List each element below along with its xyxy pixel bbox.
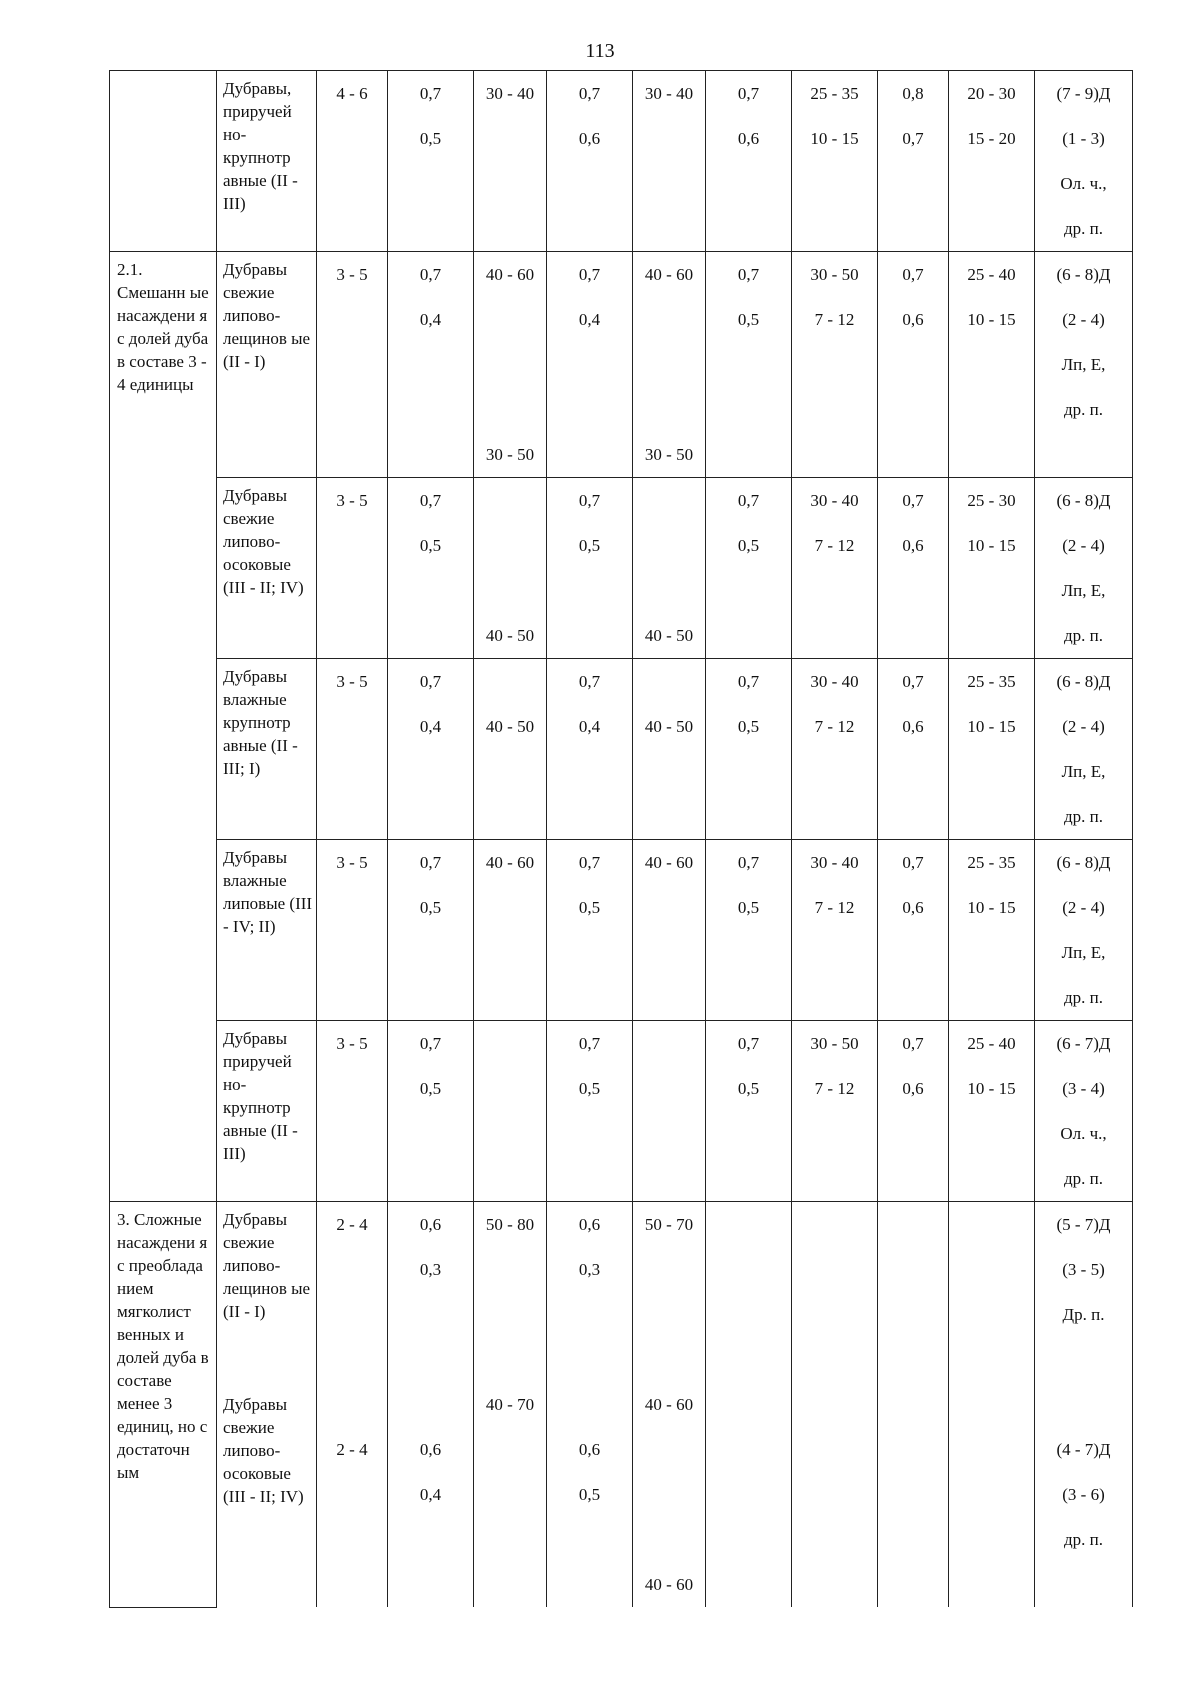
cell-value bbox=[547, 1337, 632, 1382]
cell-value: 0,7 bbox=[578, 853, 601, 872]
value-cell bbox=[474, 1021, 547, 1202]
value-cell bbox=[878, 252, 949, 478]
stand-type-label: Дубравы свежие липово- осоковые (III - II; IV) bbox=[223, 1395, 304, 1506]
cell-value bbox=[633, 1247, 705, 1292]
cell-value: 0,6 bbox=[419, 1215, 442, 1234]
value-cell bbox=[1035, 71, 1133, 252]
cell-value: Лп, Е, bbox=[1061, 762, 1106, 781]
cell-value bbox=[474, 568, 546, 613]
cell-value: 0,4 bbox=[578, 717, 601, 736]
cell-value: 50 - 80 bbox=[485, 1215, 535, 1234]
stand-type-cell bbox=[217, 71, 317, 252]
cell-value: 0,7 bbox=[419, 1034, 442, 1053]
cell-value: 0,7 bbox=[419, 672, 442, 691]
cell-value: 0,5 bbox=[419, 536, 442, 555]
cell-value: 0,7 bbox=[419, 491, 442, 510]
value-cell bbox=[547, 478, 633, 659]
value-cell bbox=[317, 1202, 388, 1608]
cell-value: 0,7 bbox=[419, 265, 442, 284]
value-cell bbox=[388, 1202, 474, 1608]
value-cell bbox=[633, 1021, 706, 1202]
cell-value bbox=[474, 387, 546, 432]
cell-value: 40 - 60 bbox=[485, 265, 535, 284]
cell-value: 0,5 bbox=[737, 717, 760, 736]
value-cell bbox=[317, 1021, 388, 1202]
cell-value: 25 - 35 bbox=[967, 672, 1016, 691]
cell-value bbox=[388, 1382, 473, 1427]
cell-value bbox=[317, 1382, 387, 1427]
cell-value: 0,3 bbox=[419, 1260, 442, 1279]
cell-value: (5 - 7)Д bbox=[1056, 1215, 1111, 1234]
cell-value: (2 - 4) bbox=[1062, 536, 1105, 555]
cell-value: 25 - 40 bbox=[967, 265, 1016, 284]
cell-value: 3 - 5 bbox=[336, 1034, 368, 1053]
value-cell bbox=[547, 659, 633, 840]
value-cell bbox=[1035, 1202, 1133, 1608]
cell-value: 0,5 bbox=[419, 1079, 442, 1098]
table-row bbox=[110, 840, 1133, 1021]
value-cell bbox=[317, 71, 388, 252]
cell-value: 2 - 4 bbox=[336, 1215, 368, 1234]
cell-value: 0,5 bbox=[578, 1485, 601, 1504]
cell-value: 3 - 5 bbox=[336, 672, 368, 691]
cell-value: 0,5 bbox=[419, 898, 442, 917]
cell-value: 30 - 50 bbox=[810, 1034, 859, 1053]
cell-value bbox=[633, 478, 705, 523]
stand-type-cell bbox=[217, 478, 317, 659]
cell-value: 0,8 bbox=[902, 84, 924, 103]
cell-value: 7 - 12 bbox=[814, 536, 855, 555]
table-row bbox=[110, 659, 1133, 840]
cell-value bbox=[474, 297, 546, 342]
cell-value: 0,4 bbox=[419, 310, 442, 329]
cell-value bbox=[547, 1292, 632, 1337]
cell-value: 0,7 bbox=[578, 672, 601, 691]
value-cell bbox=[547, 71, 633, 252]
value-cell bbox=[547, 1202, 633, 1608]
cell-value: Лп, Е, bbox=[1061, 355, 1106, 374]
stand-type-label: Дубравы влажные крупнотр авные (II - III; I) bbox=[223, 667, 298, 778]
cell-value: 30 - 50 bbox=[810, 265, 859, 284]
cell-value: 0,6 bbox=[578, 1215, 601, 1234]
cell-value: 3 - 5 bbox=[336, 265, 368, 284]
cell-value: 40 - 60 bbox=[644, 265, 694, 284]
cell-value: 25 - 35 bbox=[967, 853, 1016, 872]
cell-value: др. п. bbox=[1064, 1530, 1103, 1549]
cell-value bbox=[317, 1292, 387, 1337]
cell-value: 0,7 bbox=[578, 265, 601, 284]
stand-type-label: Дубравы приручей но- крупнотр авные (II - III) bbox=[223, 1029, 298, 1163]
cell-value bbox=[474, 1247, 546, 1292]
cell-value: 0,4 bbox=[419, 717, 442, 736]
value-cell bbox=[706, 252, 792, 478]
cell-value: (2 - 4) bbox=[1062, 898, 1105, 917]
value-cell bbox=[317, 252, 388, 478]
value-cell bbox=[878, 478, 949, 659]
cell-value: 0,6 bbox=[902, 310, 924, 329]
cell-value: 0,7 bbox=[902, 672, 924, 691]
cell-value: (6 - 8)Д bbox=[1056, 672, 1111, 691]
cell-value: (3 - 5) bbox=[1062, 1260, 1105, 1279]
cell-value: Др. п. bbox=[1062, 1305, 1105, 1324]
cell-value: 0,7 bbox=[737, 84, 760, 103]
cell-value: 0,6 bbox=[902, 536, 924, 555]
value-cell bbox=[388, 840, 474, 1021]
value-cell bbox=[792, 71, 878, 252]
cell-value: (6 - 7)Д bbox=[1056, 1034, 1111, 1053]
cell-value bbox=[633, 1472, 705, 1517]
cell-value: 0,7 bbox=[578, 491, 601, 510]
value-cell bbox=[706, 1021, 792, 1202]
value-cell bbox=[388, 659, 474, 840]
cell-value: 0,4 bbox=[578, 310, 601, 329]
cell-value bbox=[633, 1292, 705, 1337]
cell-value: 0,6 bbox=[419, 1440, 442, 1459]
cell-value: др. п. bbox=[1064, 626, 1103, 645]
page-number: 113 bbox=[585, 40, 615, 62]
table-row bbox=[110, 252, 1133, 478]
value-cell bbox=[792, 659, 878, 840]
value-cell bbox=[1035, 478, 1133, 659]
cell-value bbox=[1035, 1382, 1132, 1427]
cell-value bbox=[317, 1247, 387, 1292]
value-cell bbox=[878, 840, 949, 1021]
cell-value: 40 - 50 bbox=[485, 717, 535, 736]
value-cell bbox=[792, 252, 878, 478]
cell-value: (6 - 8)Д bbox=[1056, 853, 1111, 872]
cell-value: 40 - 50 bbox=[644, 626, 694, 645]
cell-value bbox=[633, 387, 705, 432]
cell-value: 40 - 60 bbox=[644, 853, 694, 872]
cell-value: (4 - 7)Д bbox=[1056, 1440, 1111, 1459]
cell-value: др. п. bbox=[1064, 400, 1103, 419]
group-label: 3. Сложные насаждени я с преоблада нием мягколист венных и долей дуба в составе менее 3 единиц, но с достаточн ым bbox=[117, 1210, 209, 1482]
cell-value: 0,7 bbox=[737, 491, 760, 510]
value-cell bbox=[1035, 1021, 1133, 1202]
value-cell bbox=[706, 478, 792, 659]
table-row bbox=[110, 478, 1133, 659]
cell-value: 20 - 30 bbox=[967, 84, 1016, 103]
cell-value: 0,7 bbox=[419, 853, 442, 872]
table-row bbox=[110, 71, 1133, 252]
cell-value: 0,7 bbox=[578, 1034, 601, 1053]
value-cell bbox=[633, 659, 706, 840]
cell-value: 40 - 50 bbox=[485, 626, 535, 645]
cell-value bbox=[633, 297, 705, 342]
cell-value: 40 - 60 bbox=[644, 1575, 694, 1594]
table-row bbox=[110, 1021, 1133, 1202]
cell-value: 0,7 bbox=[737, 1034, 760, 1053]
value-cell bbox=[949, 1021, 1035, 1202]
stand-type-cell bbox=[217, 1202, 317, 1608]
cell-value bbox=[633, 1427, 705, 1472]
group-cell bbox=[110, 252, 217, 1202]
cell-value: (6 - 8)Д bbox=[1056, 265, 1111, 284]
cell-value: 0,6 bbox=[902, 1079, 924, 1098]
cell-value: 7 - 12 bbox=[814, 717, 855, 736]
cell-value: 15 - 20 bbox=[967, 129, 1016, 148]
value-cell bbox=[317, 840, 388, 1021]
cell-value: (6 - 8)Д bbox=[1056, 491, 1111, 510]
cell-value: 0,7 bbox=[578, 84, 601, 103]
cell-value: 3 - 5 bbox=[336, 853, 368, 872]
cell-value: 0,7 bbox=[902, 265, 924, 284]
stand-type-cell bbox=[217, 1021, 317, 1202]
cell-value: 30 - 50 bbox=[644, 445, 694, 464]
value-cell bbox=[706, 659, 792, 840]
cell-value bbox=[474, 1337, 546, 1382]
value-cell bbox=[878, 1021, 949, 1202]
cell-value: 0,7 bbox=[902, 129, 924, 148]
cell-value: 10 - 15 bbox=[967, 898, 1016, 917]
value-cell bbox=[633, 478, 706, 659]
cell-value: 0,4 bbox=[419, 1485, 442, 1504]
cell-value: 0,5 bbox=[419, 129, 442, 148]
value-cell bbox=[388, 252, 474, 478]
cell-value: 0,5 bbox=[578, 536, 601, 555]
cell-value bbox=[317, 1337, 387, 1382]
value-cell bbox=[474, 252, 547, 478]
stand-type-cell bbox=[217, 840, 317, 1021]
cell-value: 7 - 12 bbox=[814, 310, 855, 329]
cell-value bbox=[633, 342, 705, 387]
value-cell bbox=[388, 71, 474, 252]
value-cell bbox=[474, 840, 547, 1021]
cell-value: 0,5 bbox=[578, 898, 601, 917]
cell-value: 4 - 6 bbox=[336, 84, 368, 103]
value-cell bbox=[706, 71, 792, 252]
value-cell bbox=[633, 840, 706, 1021]
stand-type-label: Дубравы, приручей но- крупнотр авные (II - III) bbox=[223, 79, 298, 213]
value-cell bbox=[317, 478, 388, 659]
cell-value: 0,7 bbox=[737, 265, 760, 284]
cell-value: 40 - 70 bbox=[485, 1395, 535, 1414]
cell-value: 0,7 bbox=[737, 853, 760, 872]
cell-value: 0,6 bbox=[902, 898, 924, 917]
cell-value: 0,6 bbox=[578, 129, 601, 148]
value-cell bbox=[547, 840, 633, 1021]
group-label: 2.1. Смешанн ые насаждени я с долей дуба в составе 3 - 4 единицы bbox=[117, 260, 209, 394]
value-cell bbox=[949, 252, 1035, 478]
value-cell bbox=[706, 1202, 792, 1608]
cell-value: 7 - 12 bbox=[814, 898, 855, 917]
cell-value: Ол. ч., bbox=[1060, 174, 1107, 193]
cell-value: 0,7 bbox=[902, 1034, 924, 1053]
cell-value bbox=[388, 1292, 473, 1337]
cell-value: 10 - 15 bbox=[810, 129, 859, 148]
cell-value: 2 - 4 bbox=[336, 1440, 368, 1459]
stand-type-label: Дубравы свежие липово- лещинов ые (II - I) bbox=[223, 1210, 311, 1321]
cell-value: Ол. ч., bbox=[1060, 1124, 1107, 1143]
stand-type-label: Дубравы свежие липово- лещинов ые (II - I) bbox=[223, 260, 311, 371]
cell-value: 7 - 12 bbox=[814, 1079, 855, 1098]
value-cell bbox=[878, 1202, 949, 1608]
cell-value bbox=[474, 1292, 546, 1337]
cell-value: др. п. bbox=[1064, 988, 1103, 1007]
cell-value: 0,5 bbox=[737, 898, 760, 917]
cell-value: (7 - 9)Д bbox=[1056, 84, 1111, 103]
cell-value bbox=[1035, 1337, 1132, 1382]
cell-value: 0,5 bbox=[737, 536, 760, 555]
cell-value: 0,5 bbox=[737, 1079, 760, 1098]
cell-value: др. п. bbox=[1064, 219, 1103, 238]
cell-value: 40 - 50 bbox=[644, 717, 694, 736]
cell-value: 0,7 bbox=[902, 491, 924, 510]
cell-value: 30 - 40 bbox=[810, 853, 859, 872]
value-cell bbox=[792, 478, 878, 659]
value-cell bbox=[547, 1021, 633, 1202]
value-cell bbox=[792, 1021, 878, 1202]
cell-value: Лп, Е, bbox=[1061, 943, 1106, 962]
value-cell bbox=[949, 1202, 1035, 1608]
cell-value: (2 - 4) bbox=[1062, 310, 1105, 329]
cell-value: 25 - 35 bbox=[810, 84, 859, 103]
cell-value: 25 - 30 bbox=[967, 491, 1016, 510]
cell-value: 0,3 bbox=[578, 1260, 601, 1279]
stand-type-cell bbox=[217, 659, 317, 840]
cell-value: 30 - 40 bbox=[485, 84, 535, 103]
value-cell bbox=[878, 659, 949, 840]
cell-value: 0,7 bbox=[419, 84, 442, 103]
cell-value: 10 - 15 bbox=[967, 717, 1016, 736]
value-cell bbox=[474, 71, 547, 252]
cell-value: 0,6 bbox=[578, 1440, 601, 1459]
cell-value: 0,6 bbox=[737, 129, 760, 148]
cell-value: 0,5 bbox=[578, 1079, 601, 1098]
cell-value: 0,5 bbox=[737, 310, 760, 329]
stand-type-label: Дубравы влажные липовые (III - IV; II) bbox=[223, 848, 313, 936]
stand-type-cell bbox=[217, 252, 317, 478]
value-cell bbox=[633, 1202, 706, 1608]
cell-value: др. п. bbox=[1064, 807, 1103, 826]
value-cell bbox=[949, 840, 1035, 1021]
cell-value: Лп, Е, bbox=[1061, 581, 1106, 600]
cell-value: 40 - 60 bbox=[485, 853, 535, 872]
cell-value: 30 - 40 bbox=[644, 84, 694, 103]
forest-stand-table bbox=[109, 70, 1133, 1608]
cell-value: 0,7 bbox=[737, 672, 760, 691]
cell-value: 25 - 40 bbox=[967, 1034, 1016, 1053]
cell-value bbox=[633, 1337, 705, 1382]
cell-value: 50 - 70 bbox=[644, 1215, 694, 1234]
value-cell bbox=[474, 478, 547, 659]
table-row bbox=[110, 1202, 1133, 1608]
value-cell bbox=[388, 1021, 474, 1202]
group-cell bbox=[110, 1202, 217, 1608]
cell-value: 0,6 bbox=[902, 717, 924, 736]
value-cell bbox=[949, 659, 1035, 840]
value-cell bbox=[317, 659, 388, 840]
value-cell bbox=[474, 659, 547, 840]
cell-value bbox=[547, 1382, 632, 1427]
cell-value: 10 - 15 bbox=[967, 310, 1016, 329]
cell-value bbox=[474, 659, 546, 704]
cell-value: (3 - 4) bbox=[1062, 1079, 1105, 1098]
cell-value: 3 - 5 bbox=[336, 491, 368, 510]
cell-value bbox=[633, 523, 705, 568]
value-cell bbox=[1035, 840, 1133, 1021]
cell-value: 10 - 15 bbox=[967, 1079, 1016, 1098]
value-cell bbox=[388, 478, 474, 659]
cell-value bbox=[633, 659, 705, 704]
cell-value: 0,7 bbox=[902, 853, 924, 872]
value-cell bbox=[547, 252, 633, 478]
value-cell bbox=[792, 1202, 878, 1608]
value-cell bbox=[633, 71, 706, 252]
cell-value bbox=[474, 342, 546, 387]
cell-value bbox=[633, 568, 705, 613]
cell-value: 30 - 40 bbox=[810, 672, 859, 691]
value-cell bbox=[633, 252, 706, 478]
cell-value bbox=[633, 1517, 705, 1562]
value-cell bbox=[1035, 252, 1133, 478]
value-cell bbox=[474, 1202, 547, 1608]
cell-value bbox=[388, 1337, 473, 1382]
value-cell bbox=[1035, 659, 1133, 840]
cell-value: др. п. bbox=[1064, 1169, 1103, 1188]
cell-value: 40 - 60 bbox=[644, 1395, 694, 1414]
cell-value bbox=[474, 523, 546, 568]
group-cell bbox=[110, 71, 217, 252]
stand-type-label: Дубравы свежие липово- осоковые (III - II; IV) bbox=[223, 486, 304, 597]
cell-value: (1 - 3) bbox=[1062, 129, 1105, 148]
cell-value bbox=[474, 478, 546, 523]
value-cell bbox=[706, 840, 792, 1021]
value-cell bbox=[949, 478, 1035, 659]
value-cell bbox=[949, 71, 1035, 252]
cell-value: (3 - 6) bbox=[1062, 1485, 1105, 1504]
cell-value: 10 - 15 bbox=[967, 536, 1016, 555]
cell-value: 30 - 40 bbox=[810, 491, 859, 510]
cell-value: (2 - 4) bbox=[1062, 717, 1105, 736]
cell-value: 30 - 50 bbox=[485, 445, 535, 464]
value-cell bbox=[878, 71, 949, 252]
value-cell bbox=[792, 840, 878, 1021]
